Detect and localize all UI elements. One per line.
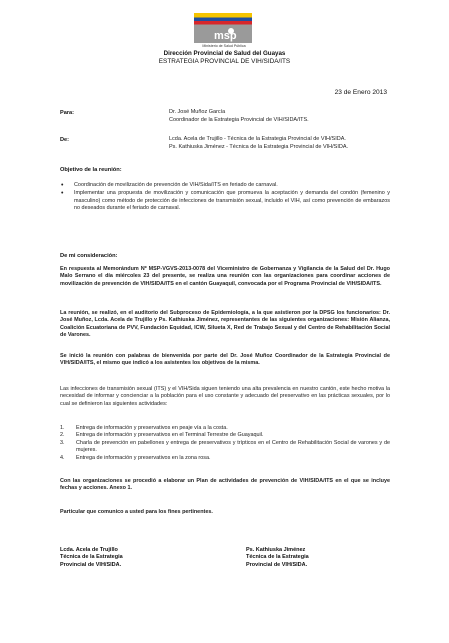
closing-paragraph: Particular que comunico a usted para los fines pertinentes. — [60, 509, 213, 515]
org-name-line1: Dirección Provincial de Salud del Guayas — [163, 50, 286, 57]
para-label: Para: — [60, 110, 74, 116]
body-paragraph: Se inició la reunión con palabras de bienvenida por parte del Dr. José Muñoz Coordinador de la Estrategia Provincial de VIH/SIDA/ITS, el mismo que indicó a los asistentes los objetivos de la misma. — [60, 353, 390, 367]
logo-band-red — [194, 21, 252, 25]
para-line: Coordinador de la Estrategia Provincial de VIH/SIDA/ITS. — [169, 117, 309, 123]
de-line: Lcda. Acela de Trujillo - Técnica de la Estrategia Provincial de VIH/SIDA. — [169, 136, 346, 142]
de-sender — [169, 135, 348, 151]
body-paragraph: Las infecciones de transmisión sexual (ITS) y el VIH/Sida siguen teniendo una alta prevalencia en nuestro cantón, este hecho motiva la necesidad de informar y concienciar a la población para el uso constante y adecuado del preservativo en las prácticas sexuales, por lo cual se definieron las siguientes actividades: — [60, 386, 390, 407]
signature-line: Provincial de VIH/SIDA. — [246, 561, 308, 568]
activity-item — [60, 455, 390, 462]
activity-number: 4. — [60, 454, 65, 461]
signature-line: Técnica de la Estrategia — [246, 554, 309, 561]
greeting: De mi consideración: — [60, 253, 118, 259]
logo-text: msp — [214, 30, 237, 42]
msp-logo — [194, 13, 252, 43]
body-paragraph: En respuesta al Memorándum Nº MSP-VGVS-2013-0078 del Viceministro de Gobernanza y Vigilancia de la Salud del Dr. Hugo Malo Serrano el día miércoles 23 del presente, se realiza una reunión con las organizaciones para coordinar acciones de movilización de prevención de VIH/SIDA/ITS en el cantón Guayaquil, convocada por el Programa Provincial de VIH/SIDA/ITS. — [60, 266, 390, 287]
activity-number: 3. — [60, 439, 65, 446]
signature-right — [246, 547, 309, 569]
activity-item — [60, 432, 390, 439]
logo-band-yellow — [194, 13, 252, 18]
logo-band-blue — [194, 18, 252, 22]
body-paragraph: La reunión, se realizó, en el auditorio del Subproceso de Epidemiología, a la que asistieron por la DPSG los funcionarios: Dr. José Muñoz, Lcda. Acela de Trujillo y Ps. Kathiuska Jiménez, representantes de las siguientes organizaciones: Misión Alianza, Coalición Ecuatoriana de PVV, Fundación Equidad, ICW, Silueta X, Red de Trabajo Sexual y del Centro de Rehabilitación Social de Varones. — [60, 310, 390, 338]
signature-line: Lcda. Acela de Trujillo — [60, 547, 118, 553]
closing-paragraph: Con las organizaciones se procedió a elaborar un Plan de actividades de prevención de VIH/SIDA/ITS en el que se incluye fechas y acciones. Anexo 1. — [60, 478, 390, 492]
activity-text: Entrega de información y preservativos en la zona rosa. — [76, 454, 211, 461]
para-line: Dr. José Muñoz García — [169, 109, 226, 115]
para-recipient — [169, 108, 309, 124]
ministry-name: Ministerio de Salud Pública — [202, 44, 246, 48]
de-line: Ps. Kathiuska Jiménez - Técnica de la Estrategia Provincial de VIH/SIDA. — [169, 144, 349, 150]
org-name-line2: ESTRATEGIA PROVINCIAL DE VIH/SIDA/ITS — [158, 58, 291, 65]
activity-text: Entrega de información y preservativos en el Terminal Terrestre de Guayaquil. — [76, 432, 264, 439]
activity-text: Charla de prevención en pabellones y entrega de preservativos y trípticos en el Centro de Rehabilitación Social de varones y de mujeres. — [76, 439, 390, 454]
memo-date: 23 de Enero 2013 — [334, 89, 387, 96]
objective-list — [60, 182, 390, 213]
signature-line: Ps. Kathiuska Jiménez — [246, 547, 306, 553]
de-label: De: — [60, 137, 70, 143]
signature-left — [60, 547, 123, 569]
signature-line: Provincial de VIH/SIDA. — [60, 561, 122, 568]
objective-item: • Coordinación de movilización de prevención de VIH/Sida/ITS en feriado de carnaval. — [60, 182, 390, 189]
activity-number: 1. — [60, 425, 65, 431]
activity-text: Entrega de información y preservativos en peaje vía a la costa. — [76, 425, 228, 431]
activities-list — [60, 425, 390, 462]
activity-item — [60, 440, 390, 455]
signature-line: Técnica de la Estrategia — [60, 554, 123, 561]
activity-item — [60, 425, 390, 432]
objective-item: • Implementar una propuesta de movilización y comunicación que promueva la aceptación y demanda del condón (femenino y masculino) como método de protección de infecciones de transmisión sexual, incluido el VIH, así como prevención de embarazos no deseados durante el feriado de carnaval. — [60, 190, 390, 212]
activity-number: 2. — [60, 432, 65, 439]
objective-title: Objetivo de la reunión: — [60, 167, 122, 173]
